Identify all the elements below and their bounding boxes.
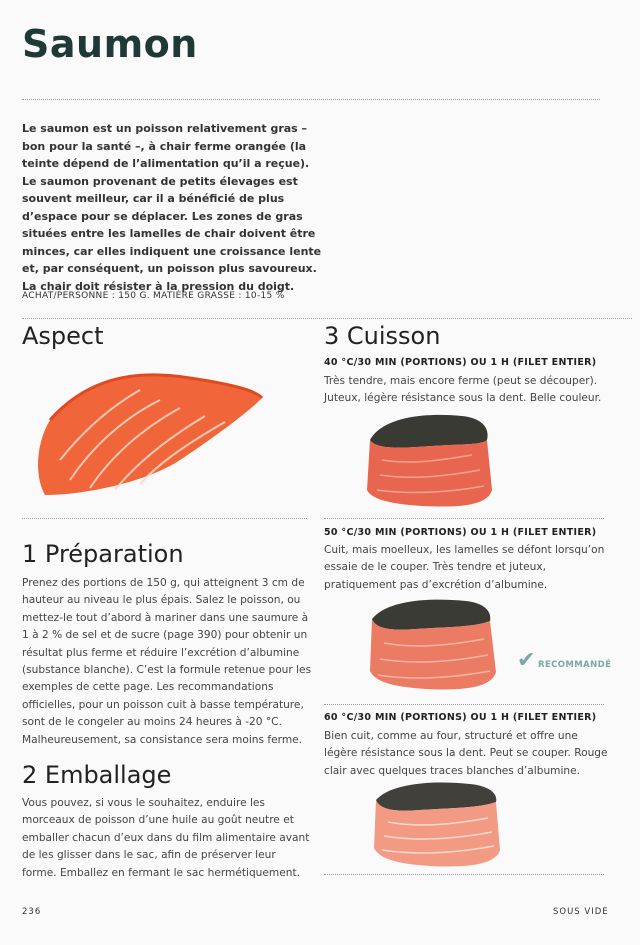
cuisson-40-text: Très tendre, mais encore ferme (peut se découper). Juteux, légère résistance sous la dent. Belle couleur. bbox=[324, 375, 602, 405]
cuisson-50-title: 50 °C/30 MIN (PORTIONS) OU 1 H (FILET ENTIER) bbox=[324, 527, 597, 538]
divider bbox=[324, 518, 604, 519]
cuisson-60-title: 60 °C/30 MIN (PORTIONS) OU 1 H (FILET ENTIER) bbox=[324, 712, 597, 723]
cooked-salmon-60-image bbox=[370, 780, 505, 870]
book-title: SOUS VIDE bbox=[553, 907, 609, 917]
preparation-heading: 1 Préparation bbox=[22, 540, 184, 568]
cuisson-40-title: 40 °C/30 MIN (PORTIONS) OU 1 H (FILET ENTIER) bbox=[324, 357, 597, 368]
intro-paragraph: Le saumon est un poisson relativement gras – bon pour la santé –, à chair ferme orangée (la teinte dépend de l’alimentation qu’il a reçue). Le saumon provenant de petits élevages est souvent meilleur, car il a bénéficié de plus d’espace pour se déplacer. Les zones de gras situées entre les lamelles de chair doivent être minces, car elles indiquent une croissance lente et, par conséquent, un poisson plus savoureux. La chair doit résister à la pression du doigt. bbox=[22, 122, 322, 293]
page-number: 236 bbox=[22, 907, 42, 917]
divider bbox=[22, 518, 307, 519]
cooked-salmon-40-image bbox=[362, 410, 497, 510]
divider bbox=[324, 704, 604, 705]
cuisson-50-text: Cuit, mais moelleux, les lamelles se défont lorsqu’on essaie de le couper. Très tendre et juteux, pratiquement pas d’excrétion d’albumine. bbox=[324, 544, 605, 591]
cooked-salmon-50-image bbox=[366, 597, 501, 692]
aspect-heading: Aspect bbox=[22, 322, 104, 350]
page-title: Saumon bbox=[22, 22, 198, 66]
divider bbox=[22, 99, 600, 100]
cuisson-heading: 3 Cuisson bbox=[324, 322, 441, 350]
purchase-info: ACHAT/PERSONNE : 150 G. MATIÈRE GRASSE : 10-15 % bbox=[22, 291, 285, 301]
divider bbox=[22, 318, 632, 319]
raw-salmon-image bbox=[30, 360, 270, 500]
check-icon: ✔ bbox=[517, 648, 536, 673]
recommended-badge: RECOMMANDÉ bbox=[538, 660, 612, 670]
cuisson-60-text: Bien cuit, comme au four, structuré et offre une légère résistance sous la dent. Peut se couper. Rouge clair avec quelques traces blanches d’albumine. bbox=[324, 730, 608, 777]
emballage-heading: 2 Emballage bbox=[22, 761, 172, 789]
preparation-text: Prenez des portions de 150 g, qui atteignent 3 cm de hauteur au niveau le plus épais. Salez le poisson, ou mettez-le tout d’abord à mariner dans une saumure à 1 à 2 % de sel et de sucre (page 390) pour obtenir un résultat plus ferme et réduire l’excrétion d’albumine (substance blanche). C’est la formule retenue pour les exemples de cette page. Les recommandations officielles, pour un poisson cuit à basse température, sont de le congeler au moins 24 heures à -20 °C. Malheureusement, sa consistance sera moins ferme. bbox=[22, 577, 312, 746]
divider bbox=[324, 874, 604, 875]
emballage-text: Vous pouvez, si vous le souhaitez, enduire les morceaux de poisson d’une huile au goût neutre et emballer chacun d’eux dans du film alimentaire avant de les glisser dans le sac, afin de préserver leur forme. Emballez en fermant le sac hermétiquement. bbox=[22, 797, 310, 879]
